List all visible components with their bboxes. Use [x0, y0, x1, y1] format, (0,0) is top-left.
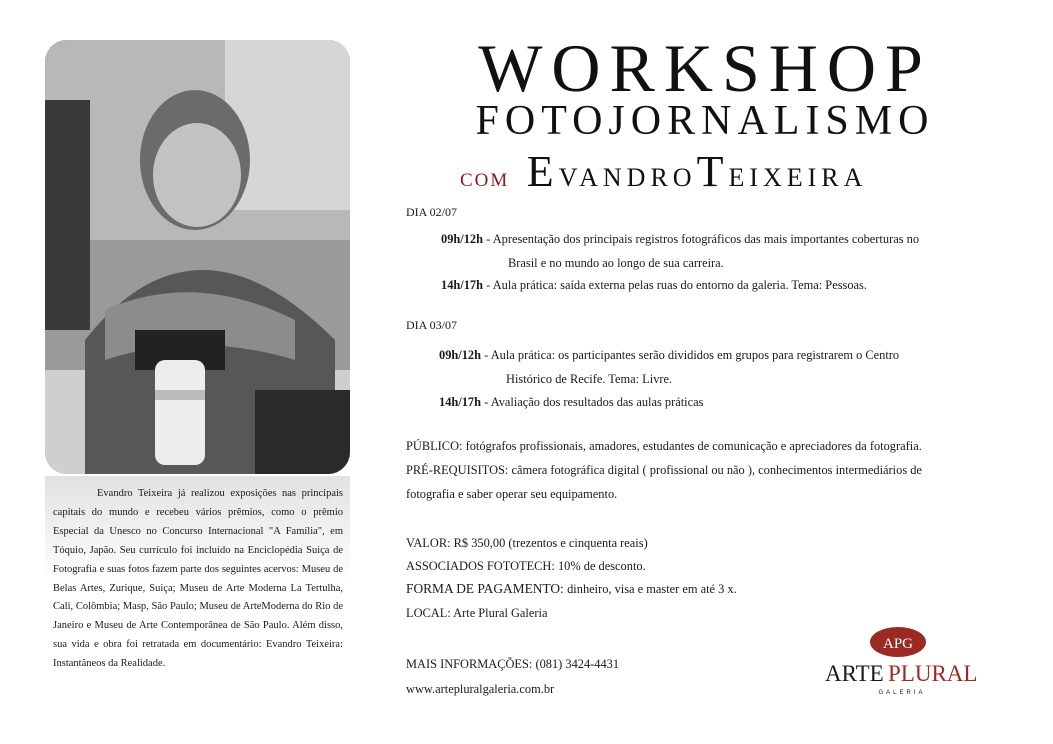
pagamento-label: FORMA DE PAGAMENTO: [406, 581, 564, 596]
day2-item2-time: 14h/17h [439, 395, 482, 409]
local-text: Arte Plural Galeria [453, 606, 548, 620]
day1-item1 [441, 227, 1001, 251]
portrait-illustration [45, 40, 350, 474]
logo-badge-text: APG [882, 636, 914, 652]
portrait-photo [45, 40, 350, 474]
publico-text: fotógrafos profissionais, amadores, estudantes de comunicação e apreciadores da fotografia. [465, 439, 922, 453]
day2-label: DIA 03/07 [406, 318, 457, 332]
day2-item1-cont: Histórico de Recife. Tema: Livre. [506, 372, 673, 386]
name-last-rest: EIXEIRA [728, 163, 868, 192]
day1-label: DIA 02/07 [406, 205, 457, 219]
day1-item2-sep: - [486, 278, 491, 292]
prereq-label: PRÉ-REQUISITOS: [406, 463, 509, 477]
pagamento-text: dinheiro, visa e master em até 3 x. [567, 582, 737, 596]
day2-item2-text: Avaliação dos resultados das aulas práticas [490, 395, 704, 409]
day2-item1-text: Aula prática: os participantes serão divididos em grupos para registrarem o Centro [490, 348, 900, 362]
prereq-line2: fotografia e saber operar seu equipamento. [406, 487, 618, 501]
pagamento-line [406, 577, 737, 601]
bio-text: já realizou exposições nas principais capitais do mundo e recebeu vários prêmios, como o prêmio Especial da Unesco no Concurso Internacional "A Família", em Tóquio, Japão. Seu currículo foi incluído na Enciclopédia Suiça de Fotografia e suas fotos fazem parte dos seguintes acervos: Museu de Belas Artes, Zurique, Suiça; Museu de Arte Moderna La Tertulha, Cali, Colômbia; Masp, São Paulo; Museu de ArteModerna do Rio de Janeiro e Museu de Arte Contemporânea de São Paulo. Além disso, sua vida e obra foi retratada em documentário: Evandro Teixeira: Instantâneos da Realidade. [53, 488, 344, 670]
arte-plural-logo [820, 626, 984, 698]
contato-phone: (081) 3424-4431 [535, 657, 620, 671]
prereq-line [406, 458, 922, 482]
logo-sub: GALERIA [878, 690, 926, 696]
day2-item2 [439, 390, 703, 414]
day2-item1 [439, 343, 999, 367]
day1-item1-time: 09h/12h [441, 232, 484, 246]
name-last-initial: T [696, 147, 729, 196]
day1-item2 [441, 273, 867, 297]
name-first-initial: E [526, 147, 559, 196]
valor-line [406, 531, 648, 555]
bio-name: Evandro Teixeira [97, 488, 173, 499]
website-link[interactable]: www.artepluralgaleria.com.br [406, 682, 555, 696]
day2-item1-time: 09h/12h [439, 348, 482, 362]
day1-item1-cont: Brasil e no mundo ao longo de sua carreira. [508, 256, 724, 270]
valor-label: VALOR: [406, 536, 451, 550]
valor-text: R$ 350,00 (trezentos e cinquenta reais) [453, 536, 648, 550]
logo-name-b: PLURAL [888, 661, 978, 686]
title-com: COM [460, 170, 510, 191]
biography [53, 485, 343, 674]
logo-name-a: ARTE [825, 661, 884, 686]
day1-item2-time: 14h/17h [441, 278, 484, 292]
day2-item1-sep: - [484, 348, 489, 362]
associados-text: 10% de desconto. [557, 559, 646, 573]
title-instructor [460, 147, 980, 201]
title-fotojornalismo: FOTOJORNALISMO [475, 98, 935, 144]
day2-item2-sep: - [484, 395, 489, 409]
prereq-text: câmera fotográfica digital ( profissional ou não ), conhecimentos intermediários de [511, 463, 922, 477]
day1-item1-sep: - [486, 232, 491, 246]
local-label: LOCAL: [406, 606, 451, 620]
logo-graphic [820, 626, 984, 698]
associados-label: ASSOCIADOS FOTOTECH: [406, 559, 555, 573]
contato-label: MAIS INFORMAÇÕES: [406, 657, 533, 671]
title-workshop: WORKSHOP [478, 30, 932, 106]
name-first-rest: VANDRO [558, 163, 697, 192]
contato-line [406, 652, 619, 676]
publico-label: PÚBLICO: [406, 439, 463, 453]
publico-line [406, 434, 922, 458]
day1-item1-text: Apresentação dos principais registros fotográficos das mais importantes coberturas no [492, 232, 920, 246]
local-line [406, 601, 547, 625]
associados-line [406, 554, 646, 578]
day1-item2-text: Aula prática: saída externa pelas ruas do entorno da galeria. Tema: Pessoas. [492, 278, 867, 292]
